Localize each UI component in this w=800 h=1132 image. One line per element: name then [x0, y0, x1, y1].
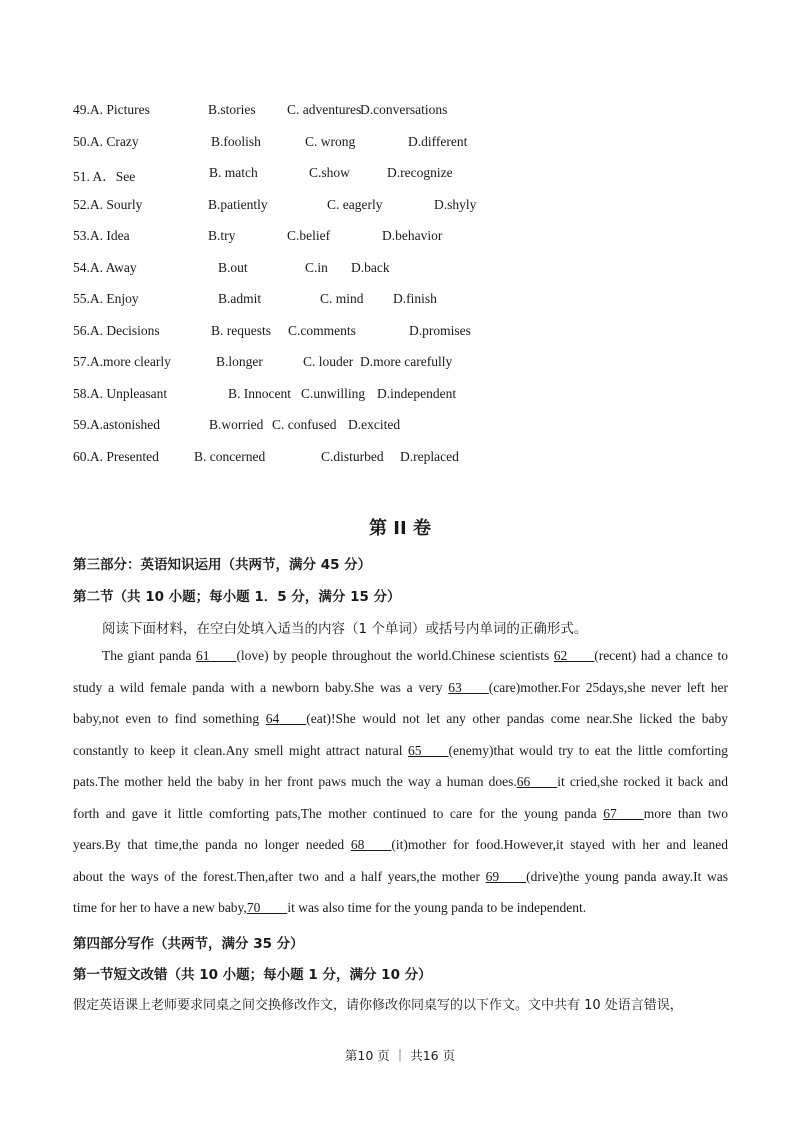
- option-b: B.worried: [209, 417, 264, 432]
- passage-line: [73, 743, 728, 759]
- passage-text: (love) by people throughout the world.Chinese scientists: [236, 648, 554, 663]
- option-d: D.shyly: [434, 196, 477, 212]
- instruction: 阅读下面材料，在空白处填入适当的内容（1 个单词）或括号内单词的正确形式。: [102, 621, 588, 637]
- blank-number: 64: [265, 711, 280, 726]
- blank-line: [567, 648, 594, 663]
- passage-text: about the ways of the forest.Then,after two and a half years,the mother: [73, 868, 486, 884]
- blank-line: [530, 774, 557, 789]
- option-c: C. adventures: [287, 102, 362, 117]
- blank-number: 69: [485, 868, 500, 884]
- option-d: D.excited: [348, 417, 401, 432]
- passage-text: (drive)the young panda away.It was: [526, 868, 728, 884]
- passage-text: years.By that time,the panda no longer needed: [73, 837, 351, 852]
- passage-text: (it)mother for food.However,it stayed with her and leaned: [391, 837, 728, 852]
- blank-line: [422, 743, 449, 758]
- passage-line: [73, 774, 728, 790]
- blank-number: 62: [553, 648, 568, 663]
- section1-heading: 第一节短文改错（共 10 小题；每小题 1 分，满分 10 分）: [73, 967, 432, 983]
- option-b: B. Innocent: [228, 385, 291, 401]
- passage-text: constantly to keep it clean.Any smell might attract natural: [73, 742, 408, 758]
- blank-line: [617, 806, 644, 821]
- passage-text: more than two: [643, 805, 728, 821]
- option-b: B.patiently: [208, 196, 268, 212]
- option-d: D.behavior: [382, 228, 443, 243]
- blank-number: 67: [603, 805, 617, 821]
- passage-line: [73, 711, 728, 727]
- passage-text: study a wild female panda with a newborn baby.She was a very: [73, 679, 449, 695]
- option-d: D.finish: [393, 291, 437, 306]
- option-a: 50.A. Crazy: [73, 133, 139, 149]
- option-a: 51. A．See: [73, 169, 136, 184]
- option-c: C. eagerly: [327, 196, 383, 212]
- blank-number: 68: [350, 837, 365, 852]
- page-footer: 第10 页 ｜ 共16 页: [344, 1048, 456, 1063]
- blank-line: [499, 869, 526, 884]
- option-b: B.out: [218, 259, 248, 275]
- option-c: C. mind: [320, 291, 364, 306]
- passage-text: pats.The mother held the baby in her front paws much the way a human does.: [73, 774, 517, 789]
- section2-heading: 第二节（共 10 小题；每小题 1．5 分，满分 15 分）: [73, 589, 401, 605]
- option-a: 49.A. Pictures: [73, 102, 150, 117]
- passage-text: The giant panda: [102, 648, 196, 663]
- option-d: D.promises: [409, 322, 471, 338]
- option-a: 59.A.astonished: [73, 417, 160, 432]
- blank-line: [279, 711, 306, 726]
- option-b: B.foolish: [211, 133, 261, 149]
- option-d: D.conversations: [360, 102, 448, 117]
- passage-text: it was also time for the young panda to be independent.: [287, 900, 587, 915]
- option-d: D.independent: [377, 385, 457, 401]
- option-d: D.replaced: [400, 448, 459, 464]
- option-a: 53.A. Idea: [73, 228, 130, 243]
- option-a: 56.A. Decisions: [73, 322, 160, 338]
- option-b: B.stories: [208, 102, 256, 117]
- passage-line: [102, 648, 728, 664]
- blank-number: 70: [246, 900, 261, 915]
- option-c: C. confused: [272, 417, 337, 432]
- passage-text: baby,not even to find something: [73, 711, 266, 726]
- passage-text: forth and gave it little comforting pats,The mother continued to care for the young panda: [73, 805, 604, 821]
- passage-line: [73, 806, 728, 822]
- option-d: D.different: [408, 133, 468, 149]
- passage-line: [73, 680, 728, 696]
- option-c: C.in: [305, 259, 328, 275]
- passage-text: it cried,she rocked it back and: [557, 774, 728, 789]
- passage-text: (enemy)that would try to eat the little comforting: [448, 742, 729, 758]
- option-d: D.back: [351, 259, 390, 275]
- part3-heading: 第三部分：英语知识运用（共两节，满分 45 分）: [73, 557, 372, 573]
- passage-line: [73, 869, 728, 885]
- option-c: C.belief: [287, 228, 331, 243]
- option-c: C.unwilling: [301, 385, 366, 401]
- option-a: 60.A. Presented: [73, 448, 159, 464]
- blank-number: 61: [195, 648, 210, 663]
- passage-line: [73, 837, 728, 853]
- option-c: C.disturbed: [321, 448, 384, 464]
- blank-number: 63: [448, 679, 462, 695]
- option-a: 54.A. Away: [73, 259, 137, 275]
- option-b: B.try: [208, 228, 236, 243]
- passage-text: (eat)!She would not let any other pandas come near.She licked the baby: [306, 711, 728, 726]
- option-c: C. wrong: [305, 133, 356, 149]
- part4-heading: 第四部分写作（共两节，满分 35 分）: [73, 936, 304, 952]
- blank-line: [462, 680, 489, 695]
- option-d: D.more carefully: [360, 354, 453, 369]
- option-c: C.show: [309, 165, 350, 180]
- option-b: B.admit: [218, 291, 262, 306]
- passage-text: (recent) had a chance to: [594, 648, 728, 663]
- option-a: 58.A. Unpleasant: [73, 385, 168, 401]
- blank-number: 65: [408, 742, 422, 758]
- option-c: C.comments: [288, 322, 356, 338]
- option-b: B. requests: [211, 322, 271, 338]
- option-a: 52.A. Sourly: [73, 196, 143, 212]
- option-b: B. concerned: [194, 448, 266, 464]
- blank-number: 66: [516, 774, 531, 789]
- option-d: D.recognize: [387, 165, 453, 180]
- passage-text: (care)mother.For 25days,she never left her: [488, 679, 728, 695]
- option-b: B.longer: [216, 354, 263, 369]
- passage-text: time for her to have a new baby,: [73, 900, 247, 915]
- option-a: 55.A. Enjoy: [73, 291, 139, 306]
- blank-line: [364, 837, 391, 852]
- option-b: B. match: [209, 165, 258, 180]
- option-a: 57.A.more clearly: [73, 354, 171, 369]
- blank-line: [209, 648, 236, 663]
- option-c: C. louder: [303, 354, 354, 369]
- instruction-line: 假定英语课上老师要求同桌之间交换修改作文，请你修改你同桌写的以下作文。文中共有 10 处语言错误，: [73, 998, 683, 1013]
- section-title: 第 II 卷: [369, 518, 431, 539]
- blank-line: [260, 900, 287, 915]
- passage-line: [73, 900, 728, 916]
